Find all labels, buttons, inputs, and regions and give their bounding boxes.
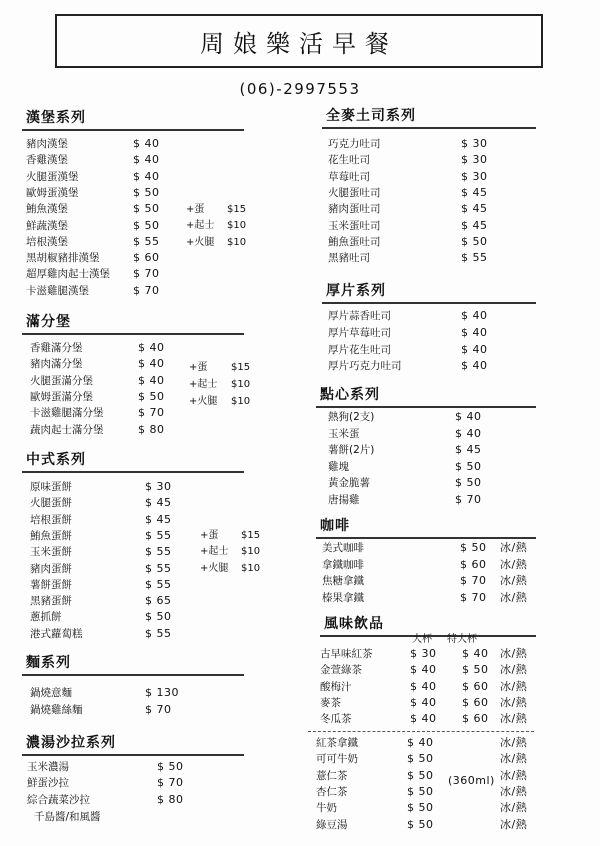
temperature-option: 冰/熱 bbox=[500, 712, 528, 726]
menu-item-name: 黑豬蛋餅 bbox=[30, 595, 72, 608]
temperature-option: 冰/熱 bbox=[500, 590, 528, 604]
menu-item-price: $ 55 bbox=[133, 234, 160, 248]
menu-item-name: 鮮蔬漢堡 bbox=[26, 219, 68, 232]
menu-item-name: 豬肉滿分堡 bbox=[30, 358, 83, 371]
menu-item-name: 港式蘿蔔糕 bbox=[30, 627, 83, 640]
temperature-option: 冰/熱 bbox=[500, 679, 528, 693]
menu-item-name: 薯餅(2片) bbox=[328, 444, 375, 456]
menu-item-name: 卡滋雞腿滿分堡 bbox=[30, 407, 104, 420]
menu-item-name: 黑豬吐司 bbox=[328, 252, 370, 265]
menu-item-name: 花生吐司 bbox=[328, 154, 370, 167]
section-divider bbox=[316, 406, 536, 408]
menu-item-name: 香雞滿分堡 bbox=[30, 342, 83, 354]
section-title-coffee: 咖啡 bbox=[320, 518, 350, 534]
menu-item-name: 鮮蛋沙拉 bbox=[27, 777, 69, 790]
volume-note: (360ml) bbox=[448, 774, 495, 787]
addon-name: +火腿 bbox=[186, 236, 215, 248]
menu-item-price: $ 40 bbox=[455, 410, 482, 423]
menu-item-name: 厚片花生吐司 bbox=[328, 343, 391, 356]
menu-item-name: 培根蛋餅 bbox=[30, 513, 72, 526]
addon-name: +火腿 bbox=[189, 395, 218, 407]
menu-item-price: $ 45 bbox=[461, 218, 488, 232]
menu-item-name: 焦糖拿鐵 bbox=[322, 575, 364, 587]
section-title-noodle: 麵系列 bbox=[26, 655, 71, 671]
temperature-option: 冰/熱 bbox=[500, 541, 528, 554]
dotted-divider bbox=[308, 731, 534, 732]
addon-name: +蛋 bbox=[189, 362, 208, 373]
menu-item-name: 鍋燒雞絲麵 bbox=[30, 703, 83, 716]
drink-name: 冬瓜茶 bbox=[320, 713, 352, 726]
drink-price-xl: $ 40 bbox=[462, 647, 489, 660]
drink-price: $ 50 bbox=[407, 801, 434, 815]
addon-price: $10 bbox=[241, 562, 261, 574]
menu-item-price: $ 70 bbox=[460, 590, 487, 604]
store-name-banner bbox=[55, 14, 543, 68]
menu-item-name: 原味蛋餅 bbox=[30, 481, 72, 493]
menu-item-price: $ 40 bbox=[461, 309, 488, 322]
drink-name: 紅茶拿鐵 bbox=[316, 737, 358, 749]
addon-price: $15 bbox=[241, 530, 261, 541]
menu-item-price: $ 50 bbox=[145, 610, 172, 624]
addon-name: +蛋 bbox=[186, 204, 205, 215]
menu-item-price: $ 70 bbox=[133, 283, 160, 297]
addon-price: $15 bbox=[227, 204, 247, 215]
menu-item-price: $ 40 bbox=[461, 359, 488, 373]
menu-item-price: $ 40 bbox=[455, 426, 482, 440]
menu-item-price: $ 50 bbox=[460, 541, 487, 554]
menu-item-price: $ 50 bbox=[455, 476, 482, 489]
menu-item-price: $ 50 bbox=[138, 389, 165, 403]
menu-item-name: 雞塊 bbox=[328, 460, 349, 473]
menu-item-name: 火腿蛋滿分堡 bbox=[30, 374, 93, 387]
menu-item-name: 蔥抓餅 bbox=[30, 611, 62, 624]
menu-item-price: $ 40 bbox=[138, 373, 165, 387]
menu-item-price: $ 45 bbox=[145, 496, 172, 510]
temperature-option: 冰/熱 bbox=[500, 736, 528, 749]
drink-name: 綠豆湯 bbox=[316, 818, 348, 831]
drink-price: $ 50 bbox=[407, 817, 434, 831]
addon-price: $10 bbox=[231, 395, 251, 407]
section-divider bbox=[316, 537, 536, 539]
menu-item-price: $ 55 bbox=[145, 626, 172, 640]
menu-item-price: $ 70 bbox=[145, 702, 172, 716]
menu-item-name: 培根漢堡 bbox=[26, 235, 68, 248]
menu-item-name: 玉米蛋吐司 bbox=[328, 219, 381, 232]
addon-price: $10 bbox=[231, 378, 251, 390]
menu-item-price: $ 30 bbox=[461, 169, 488, 183]
section-title-snack: 點心系列 bbox=[320, 387, 380, 403]
drink-name: 古早味紅茶 bbox=[320, 648, 373, 660]
menu-item-name: 厚片蒜香吐司 bbox=[328, 310, 391, 322]
addon-price: $10 bbox=[227, 236, 247, 248]
dressing-note: 千島醬/和風醬 bbox=[34, 811, 101, 823]
section-divider bbox=[22, 471, 244, 473]
menu-item-name: 豬肉蛋吐司 bbox=[328, 203, 381, 216]
section-title-hamburger: 漢堡系列 bbox=[26, 110, 86, 126]
drink-price-xl: $ 60 bbox=[462, 712, 489, 726]
menu-item-price: $ 30 bbox=[145, 480, 172, 493]
section-title-drinks: 風味飲品 bbox=[324, 616, 384, 632]
menu-item-price: $ 40 bbox=[138, 341, 165, 354]
menu-item-name: 唐揚雞 bbox=[328, 493, 360, 506]
menu-item-price: $ 40 bbox=[133, 137, 160, 150]
menu-item-price: $ 80 bbox=[157, 792, 184, 806]
menu-item-name: 歐姆蛋滿分堡 bbox=[30, 390, 93, 403]
menu-item-price: $ 55 bbox=[461, 251, 488, 265]
menu-item-name: 綜合蔬菜沙拉 bbox=[27, 793, 90, 806]
drink-price-xl: $ 60 bbox=[462, 679, 489, 693]
menu-item-name: 鮪魚蛋吐司 bbox=[328, 235, 381, 248]
drink-price: $ 50 bbox=[407, 768, 434, 782]
menu-item-price: $ 50 bbox=[133, 185, 160, 199]
menu-item-price: $ 40 bbox=[133, 153, 160, 167]
menu-item-name: 鮪魚蛋餅 bbox=[30, 529, 72, 542]
menu-item-price: $ 45 bbox=[455, 443, 482, 456]
section-divider bbox=[322, 127, 536, 129]
menu-item-name: 香雞漢堡 bbox=[26, 154, 68, 167]
addon-price: $10 bbox=[227, 220, 247, 232]
menu-item-name: 火腿蛋吐司 bbox=[328, 186, 381, 199]
addon-name: +起士 bbox=[200, 546, 229, 558]
addon-name: +起士 bbox=[186, 220, 215, 232]
addon-name: +火腿 bbox=[200, 562, 229, 574]
drink-price-large: $ 40 bbox=[410, 679, 437, 693]
drink-price: $ 50 bbox=[407, 784, 434, 798]
menu-item-price: $ 55 bbox=[145, 561, 172, 575]
menu-item-name: 玉米蛋餅 bbox=[30, 546, 72, 559]
temperature-option: 冰/熱 bbox=[500, 695, 528, 709]
menu-item-name: 玉米濃湯 bbox=[27, 761, 69, 773]
menu-item-name: 薯餅蛋餅 bbox=[30, 578, 72, 591]
drink-name: 牛奶 bbox=[316, 802, 337, 815]
section-divider bbox=[322, 302, 536, 304]
menu-item-name: 榛果拿鐵 bbox=[322, 591, 364, 604]
menu-item-name: 歐姆蛋漢堡 bbox=[26, 186, 79, 199]
menu-item-name: 熱狗(2支) bbox=[328, 411, 375, 423]
section-title-thick: 厚片系列 bbox=[326, 283, 386, 299]
menu-item-price: $ 40 bbox=[461, 342, 488, 356]
temperature-option: 冰/熱 bbox=[500, 647, 528, 660]
addon-price: $10 bbox=[241, 546, 261, 558]
addon-name: +蛋 bbox=[200, 530, 219, 541]
drink-price-large: $ 40 bbox=[410, 695, 437, 709]
menu-item-price: $ 70 bbox=[138, 406, 165, 420]
menu-item-price: $ 80 bbox=[138, 422, 165, 436]
drink-price-large: $ 40 bbox=[410, 712, 437, 726]
drink-name: 麥茶 bbox=[320, 696, 341, 709]
addon-price: $15 bbox=[231, 362, 251, 373]
phone-number: (06)-2997553 bbox=[239, 80, 361, 98]
section-title-soup-salad: 濃湯沙拉系列 bbox=[26, 735, 116, 751]
drink-price: $ 50 bbox=[407, 752, 434, 766]
drink-name: 杏仁茶 bbox=[316, 785, 348, 798]
size-header-xl: 特大杯 bbox=[447, 634, 477, 645]
menu-item-price: $ 50 bbox=[133, 202, 160, 216]
menu-item-name: 鮪魚漢堡 bbox=[26, 203, 68, 216]
drink-name: 薏仁茶 bbox=[316, 769, 348, 782]
menu-item-name: 超厚雞肉起士漢堡 bbox=[26, 268, 110, 281]
temperature-option: 冰/熱 bbox=[500, 801, 528, 815]
addon-name: +起士 bbox=[189, 378, 218, 390]
menu-item-price: $ 50 bbox=[157, 760, 184, 773]
menu-item-name: 火腿蛋餅 bbox=[30, 497, 72, 510]
temperature-option: 冰/熱 bbox=[500, 817, 528, 831]
menu-item-name: 美式咖啡 bbox=[322, 542, 364, 554]
menu-item-price: $ 40 bbox=[461, 325, 488, 339]
menu-item-price: $ 50 bbox=[455, 459, 482, 473]
menu-item-price: $ 50 bbox=[133, 218, 160, 232]
drink-price-xl: $ 60 bbox=[462, 695, 489, 709]
menu-item-price: $ 130 bbox=[145, 686, 179, 699]
drink-name: 可可牛奶 bbox=[316, 753, 358, 766]
menu-item-name: 厚片巧克力吐司 bbox=[328, 360, 402, 373]
temperature-option: 冰/熱 bbox=[500, 784, 528, 798]
menu-item-price: $ 50 bbox=[461, 234, 488, 248]
menu-item-price: $ 60 bbox=[460, 557, 487, 571]
section-title-chinese: 中式系列 bbox=[26, 452, 86, 468]
menu-item-name: 厚片草莓吐司 bbox=[328, 326, 391, 339]
size-header-large: 大杯 bbox=[412, 634, 432, 645]
menu-item-price: $ 70 bbox=[133, 267, 160, 281]
menu-item-price: $ 70 bbox=[460, 574, 487, 587]
menu-item-price: $ 55 bbox=[145, 577, 172, 591]
section-divider bbox=[22, 333, 244, 335]
drink-name: 酸梅汁 bbox=[320, 680, 352, 693]
menu-item-name: 豬肉漢堡 bbox=[26, 138, 68, 150]
store-name: 周娘樂活早餐 bbox=[200, 29, 398, 58]
menu-item-price: $ 55 bbox=[145, 528, 172, 542]
menu-item-name: 鍋燒意麵 bbox=[30, 687, 72, 699]
section-divider bbox=[22, 754, 244, 756]
menu-item-price: $ 30 bbox=[461, 137, 488, 150]
menu-item-name: 草莓吐司 bbox=[328, 170, 370, 183]
section-title-muffin: 滿分堡 bbox=[26, 314, 71, 330]
menu-item-price: $ 40 bbox=[133, 169, 160, 183]
temperature-option: 冰/熱 bbox=[500, 752, 528, 766]
drink-price-large: $ 30 bbox=[410, 647, 437, 660]
menu-item-name: 豬肉蛋餅 bbox=[30, 562, 72, 575]
menu-item-name: 蔬肉起士滿分堡 bbox=[30, 423, 104, 436]
section-divider bbox=[22, 674, 244, 676]
menu-item-price: $ 65 bbox=[145, 594, 172, 608]
temperature-option: 冰/熱 bbox=[500, 557, 528, 571]
menu-item-price: $ 45 bbox=[461, 185, 488, 199]
section-divider bbox=[22, 129, 244, 131]
menu-item-price: $ 55 bbox=[145, 545, 172, 559]
menu-item-price: $ 70 bbox=[157, 776, 184, 790]
menu-item-name: 玉米蛋 bbox=[328, 427, 360, 440]
menu-item-price: $ 30 bbox=[461, 153, 488, 167]
drink-price: $ 40 bbox=[407, 736, 434, 749]
menu-item-price: $ 60 bbox=[133, 251, 160, 265]
menu-item-price: $ 45 bbox=[461, 202, 488, 216]
menu-item-price: $ 40 bbox=[138, 357, 165, 371]
drink-price-xl: $ 50 bbox=[462, 663, 489, 677]
menu-item-price: $ 70 bbox=[455, 492, 482, 506]
temperature-option: 冰/熱 bbox=[500, 663, 528, 677]
section-title-toast: 全麥土司系列 bbox=[326, 108, 416, 124]
menu-item-price: $ 45 bbox=[145, 512, 172, 526]
drink-name: 金萱綠茶 bbox=[320, 664, 362, 677]
temperature-option: 冰/熱 bbox=[500, 574, 528, 587]
menu-item-name: 巧克力吐司 bbox=[328, 138, 381, 150]
menu-item-name: 黑胡椒豬排漢堡 bbox=[26, 252, 100, 265]
menu-item-name: 拿鐵咖啡 bbox=[322, 558, 364, 571]
menu-item-name: 卡滋雞腿漢堡 bbox=[26, 284, 89, 297]
temperature-option: 冰/熱 bbox=[500, 768, 528, 782]
drink-price-large: $ 40 bbox=[410, 663, 437, 677]
menu-item-name: 火腿蛋漢堡 bbox=[26, 170, 79, 183]
menu-item-name: 黃金脆薯 bbox=[328, 477, 370, 489]
